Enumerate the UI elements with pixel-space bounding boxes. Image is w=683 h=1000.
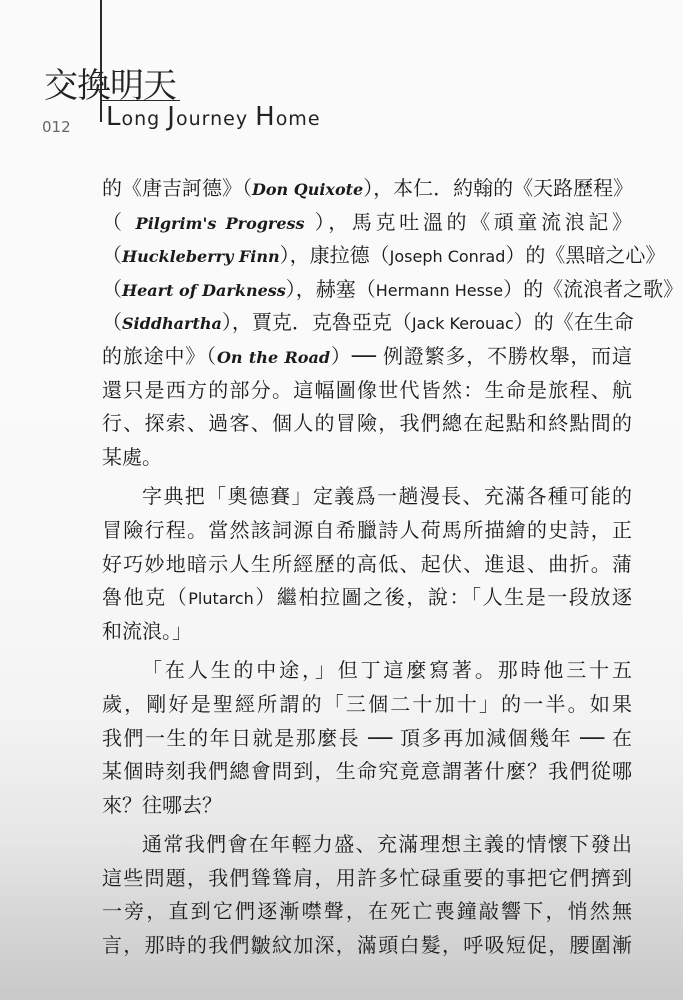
text-line: 好巧妙地暗示人生所經歷的高低、起伏、進退、曲折。蒲 xyxy=(102,551,632,576)
text-line: 和流浪。」 xyxy=(102,618,192,643)
text-line: （Huckleberry Finn），康拉德（Joseph Conrad）的《黑暗之心》 xyxy=(102,243,666,268)
text-line: 「在人生的中途，」但丁這麼寫著。那時他三十五 xyxy=(142,658,632,683)
text-line: 的《唐吉訶德》（Don Quixote），本仁．約翰的《天路歷程》 xyxy=(102,176,634,200)
text-line: 一旁，直到它們逐漸噤聲，在死亡喪鐘敲響下，悄然無 xyxy=(102,899,632,924)
text-line: 字典把「奧德賽」定義爲一趟漫長、充滿各種可能的 xyxy=(142,484,632,509)
text-line: 通常我們會在年輕力盛、充滿理想主義的情懷下發出 xyxy=(142,832,632,857)
text-line: 歲，剛好是聖經所謂的「三個二十加十」的一半。如果 xyxy=(102,691,632,716)
text-line: 來？往哪去？ xyxy=(102,792,222,817)
text-line: 的旅途中》（On the Road）── 例證繁多，不勝枚舉，而這 xyxy=(102,343,633,368)
text-line: 這些問題，我們聳聳肩，用許多忙碌重要的事把它們擠到 xyxy=(102,865,632,890)
latin-name: Hermann Hesse xyxy=(375,280,504,300)
text-line: 行、探索、過客、個人的冒險，我們總在起點和終點間的 xyxy=(102,411,632,436)
text-line: 冒險行程。當然該詞源自希臘詩人荷馬所描繪的史詩，正 xyxy=(102,517,632,542)
page-number: 012 xyxy=(42,118,71,136)
text-line: （Heart of Darkness），赫塞（Hermann Hesse）的《流浪者之歌》 xyxy=(102,276,683,301)
text-line: 我們一生的年日就是那麼長 ── 頂多再加減個幾年 ── 在 xyxy=(102,725,632,750)
italic-title: Huckleberry Finn xyxy=(122,247,280,267)
text-line: 魯他克（Plutarch）繼柏拉圖之後，說：「人生是一段放逐 xyxy=(102,585,633,610)
italic-title: Siddhartha xyxy=(122,314,222,334)
body-text xyxy=(102,172,683,963)
italic-title: Don Quixote xyxy=(252,180,364,199)
text-line: （ Pilgrim's Progress ），馬克吐溫的《頑童流浪記》 xyxy=(102,209,633,234)
latin-name: Joseph Conrad xyxy=(389,247,506,267)
text-line: 還只是西方的部分。這幅圖像世代皆然：生命是旅程、航 xyxy=(102,377,632,402)
italic-title: Heart of Darkness xyxy=(122,280,286,300)
book-subtitle: Long Journey Home xyxy=(106,102,321,132)
text-line: 某處。 xyxy=(102,444,162,469)
latin-name: Plutarch xyxy=(188,589,254,609)
latin-name: Jack Kerouac xyxy=(411,314,514,334)
italic-title: On the Road xyxy=(216,347,331,367)
text-line: 某個時刻我們總會問到，生命究竟意謂著什麼？我們從哪 xyxy=(102,759,632,784)
book-title: 交換明天 xyxy=(44,66,176,106)
text-line: 言，那時的我們皺紋加深，滿頭白髮，呼吸短促，腰圍漸 xyxy=(102,933,632,958)
italic-title: Pilgrim's Progress xyxy=(135,213,305,233)
text-line: （Siddhartha），賈克．克魯亞克（Jack Kerouac）的《在生命 xyxy=(102,310,634,335)
